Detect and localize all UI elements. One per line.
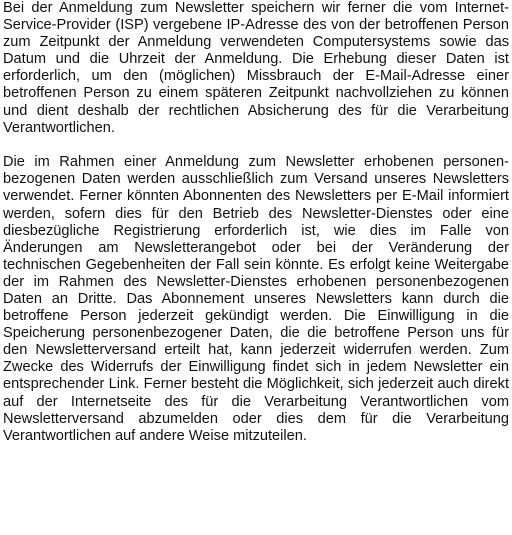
paragraph-newsletter-usage: Die im Rahmen einer Anmeldung zum Newsletter erhobenen personenbezogenen Daten werden ausschließlich zum Versand unseres Newsletters verwendet. Ferner könnten Abonnenten des Newsletters per E-Mail informiert werden, sofern dies für den Betrieb des Newsletter-Dienstes oder eine diesbezügliche Registrierung erforderlich ist, wie dies im Falle von Änderungen am Newsletterangebot oder bei der Veränderung der technischen Gegebenheiten der Fall sein könnte. Es erfolgt keine Weitergabe der im Rahmen des Newsletter-Dienstes erhobenen personenbezogenen Daten an Dritte. Das Abonnement unseres Newsletters kann durch die betroffene Person jederzeit gekündigt werden. Die Einwilligung in die Speicherung personenbezogener Daten, die die betroffene Person uns für den Newsletterversand erteilt hat, kann jederzeit widerrufen werden. Zum Zwecke des Widerrufs der Einwilligung findet sich in jedem Newsletter ein entsprechender Link. Ferner besteht die Möglichkeit, sich jederzeit auch direkt auf der Internetseite des für die Verarbeitung Verantwortlichen vom Newsletterversand abzumelden oder dies dem für die Verarbeitung Verantwortlichen auf andere Weise mitzuteilen. xyxy=(3,154,509,444)
paragraph-ip-logging: Bei der Anmeldung zum Newsletter speichern wir ferner die vom Internet-Service-Provider (ISP) vergebene IP-Adresse des von der betroffenen Person zum Zeitpunkt der Anmeldung verwendeten Computersystems sowie das Datum und die Uhrzeit der Anmeldung. Die Erhebung dieser Daten ist erforderlich, um den (möglichen) Missbrauch der E-Mail-Adresse einer betroffenen Person zu einem späteren Zeitpunkt nachvollziehen zu können und dient deshalb der rechtlichen Absicherung des für die Verarbeitung Verantwortlichen. xyxy=(3,0,509,136)
document-body xyxy=(3,0,509,445)
